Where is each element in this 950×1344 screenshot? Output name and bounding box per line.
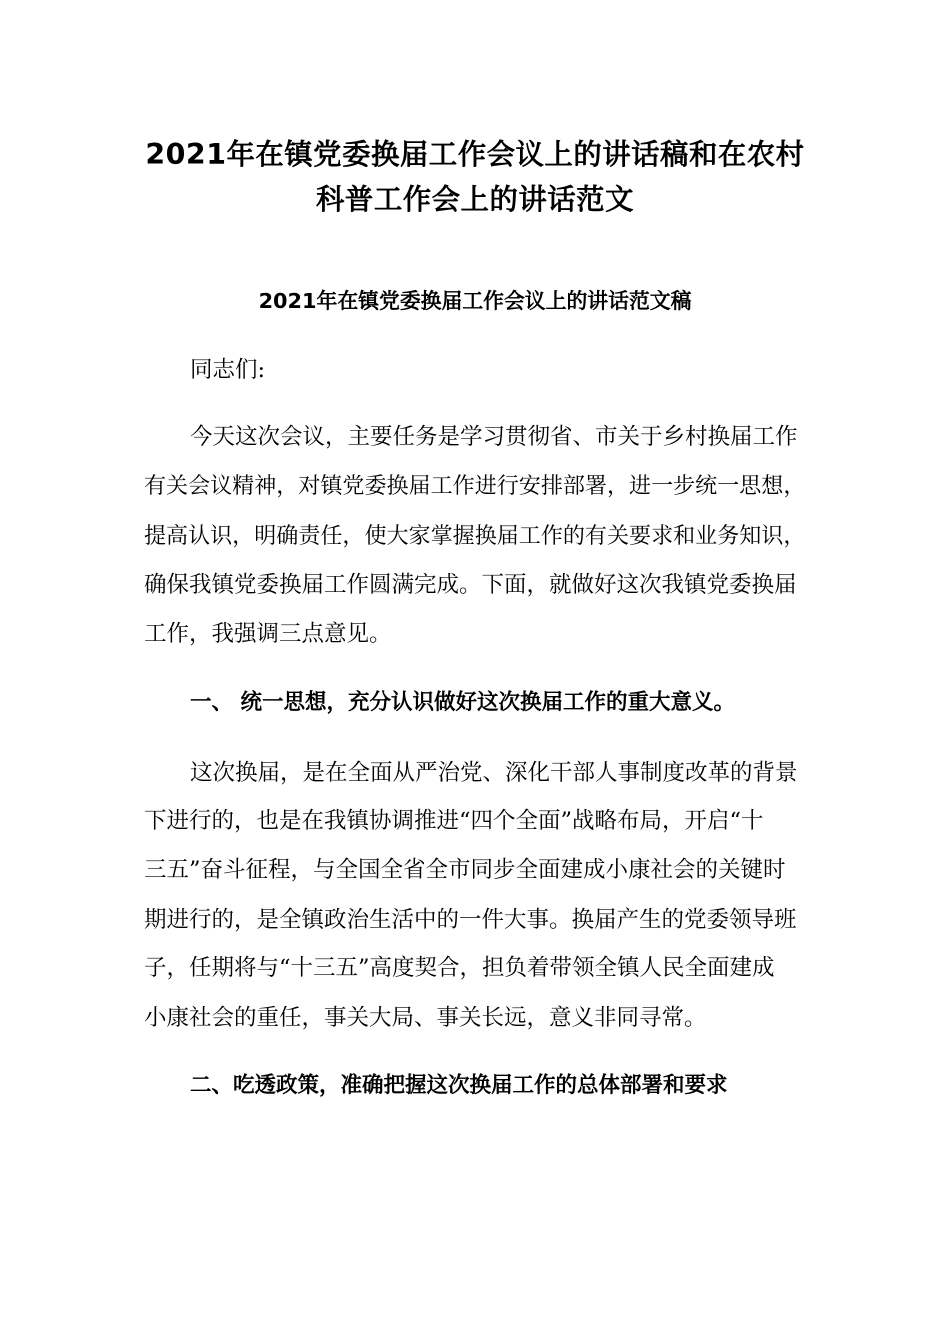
paragraph-1-line: 有关会议精神，对镇党委换届工作进行安排部署，进一步统一思想， (144, 474, 806, 499)
paragraph-2-line: 子，任期将与“十三五”高度契合，担负着带领全镇人民全面建成 (144, 955, 775, 981)
section-heading-1: 一、 统一思想，充分认识做好这次换届工作的重大意义。 (190, 690, 735, 715)
paragraph-1-line: 工作，我强调三点意见。 (144, 621, 392, 647)
paragraph-2-line: 下进行的，也是在我镇协调推进“四个全面”战略布局，开启“十 (144, 808, 764, 834)
paragraph-1-line: 确保我镇党委换届工作圆满完成。下面，就做好这次我镇党委换届 (144, 572, 797, 598)
paragraph-1-line: 今天这次会议，主要任务是学习贯彻省、市关于乡村换届工作 (190, 424, 798, 450)
paragraph-2-line: 期进行的，是全镇政治生活中的一件大事。换届产生的党委领导班 (144, 907, 797, 933)
document-title-line-2: 科普工作会上的讲话范文 (316, 183, 634, 216)
salutation: 同志们: (190, 357, 266, 383)
document-subtitle: 2021年在镇党委换届工作会议上的讲话范文稿 (258, 289, 692, 313)
paragraph-2-line: 这次换届，是在全面从严治党、深化干部人事制度改革的背景 (190, 760, 798, 786)
paragraph-1-line: 提高认识，明确责任，使大家掌握换届工作的有关要求和业务知识， (144, 524, 806, 549)
paragraph-2-line: 小康社会的重任，事关大局、事关长远，意义非同寻常。 (144, 1005, 707, 1031)
section-heading-2: 二、吃透政策，准确把握这次换届工作的总体部署和要求 (190, 1073, 728, 1098)
paragraph-2-line: 三五”奋斗征程，与全国全省全市同步全面建成小康社会的关键时 (144, 857, 786, 883)
document-title-line-1: 2021年在镇党委换届工作会议上的讲话稿和在农村 (145, 138, 805, 171)
